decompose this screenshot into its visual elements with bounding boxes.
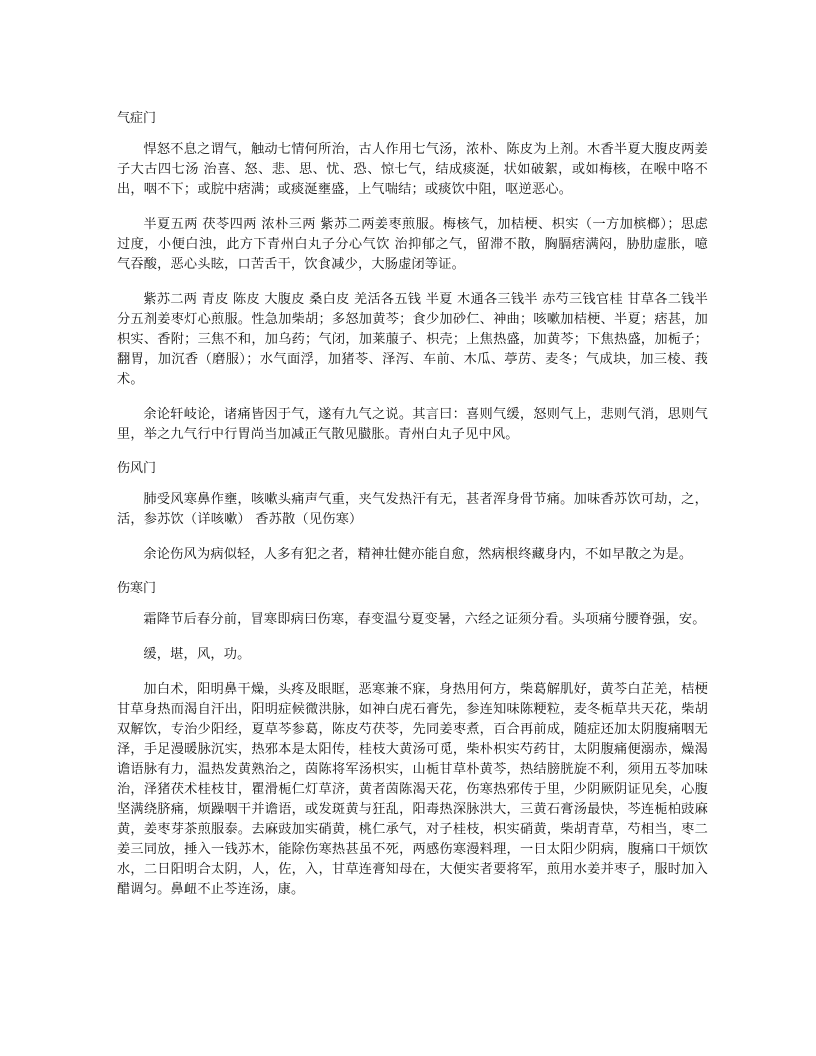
section-heading: 气症门 bbox=[117, 111, 157, 126]
section-heading: 伤风门 bbox=[117, 461, 157, 476]
paragraph: 肺受风寒鼻作壅，咳嗽头痛声气重，夹气发热汗有无，甚者浑身骨节痛。加味香苏饮可劫，之，活，参苏饮（详咳嗽） 香苏散（见伤寒） bbox=[117, 492, 708, 527]
paragraph: 缓，堪，风，功。 bbox=[143, 647, 251, 662]
paragraph: 余论伤风为病似轻，人多有犯之者，精神壮健亦能自愈，然病根终藏身内，不如早散之为是。 bbox=[143, 547, 693, 562]
section-shang-han bbox=[117, 580, 708, 900]
paragraph: 半夏五两 茯苓四两 浓朴三两 紫苏二两姜枣煎服。梅核气，加桔梗、枳实（一方加槟榔）；思虑过度，小便白浊，此方下青州白丸子分心气饮 治抑郁之气，留滞不散，胸膈痞满闷，胁肋虚胀，噫气吞酸，恶心头眩，口苦舌干，饮食减少，大肠虚闭等证。 bbox=[117, 217, 708, 272]
section-heading: 伤寒门 bbox=[117, 581, 157, 596]
paragraph: 悍怒不息之谓气，触动七情何所治，古人作用七气汤，浓朴、陈皮为上剂。木香半夏大腹皮两姜子大古四七汤 治喜、怒、悲、思、忧、恐、惊七气，结成痰涎，状如破絮，或如梅核，在喉中咯不出，咽不下；或脘中痞满；或痰涎壅盛，上气喘结；或痰饮中阻，呕逆恶心。 bbox=[117, 142, 708, 197]
paragraph: 紫苏二两 青皮 陈皮 大腹皮 桑白皮 羌活各五钱 半夏 木通各三钱半 赤芍三钱官桂 甘草各二钱半分五剂姜枣灯心煎服。性急加柴胡；多怒加黄芩；食少加砂仁、神曲；咳嗽加桔梗、半夏；痞甚，加枳实、香附；三焦不和，加乌药；气闭，加莱菔子、枳壳；上焦热盛，加黄芩；下焦热盛，加栀子；翻胃，加沉香（磨服）；水气面浮，加猪苓、泽泻、车前、木瓜、葶苈、麦冬；气成块，加三棱、莪术。 bbox=[117, 292, 708, 387]
paragraph: 加白术，阳明鼻干燥，头疼及眼眶，恶寒兼不寐，身热用何方，柴葛解肌好，黄芩白芷羌，桔梗甘草身热而渴自汗出，阳明症候微洪脉，如神白虎石膏先，参连知味陈粳粒，麦冬栀草共天花，柴胡双解饮，专治少阳经，夏草芩参葛，陈皮芍茯苓，先同姜枣煮，百合再前成，随症还加太阴腹痛咽无泽，手足漫暖脉沉实，热邪本是太阳传，桂枝大黄汤可觅，柴朴枳实芍药甘，太阴腹痛便溺赤，燥渴谵语脉有力，温热发黄熟治之，茵陈将军汤枳实，山栀甘草朴黄芩，热结膀胱旋不利，须用五苓加味治，泽猪茯术桂枝甘，瞿滑栀仁灯草济，黄者茵陈渴天花，伤寒热邪传于里，少阴厥阴证见矣，心腹坚满绕脐痛，烦躁咽干并谵语，或发斑黄与狂乱，阳毒热深脉洪大，三黄石膏汤最快，芩连栀柏豉麻黄，姜枣芽茶煎服泰。去麻豉加实硝黄，桃仁承气，对子桂枝，枳实硝黄，柴胡青草，芍相当，枣二姜三同放，捶入一钱苏木，能除伤寒热甚虽不死，两感伤寒漫料理，一日太阳少阴病，腹痛口干烦饮水，二日阳明合太阴，人，佐，入，甘草连膏知母在，大便实者要将军，煎用水姜并枣子，服时加入醋调匀。鼻衄不止芩连汤，康。 bbox=[117, 682, 708, 897]
section-shang-feng bbox=[117, 460, 708, 565]
paragraph: 霜降节后春分前，冒寒即病曰伤寒，春变温兮夏变暑，六经之证须分看。头项痛兮腰脊强，安。 bbox=[143, 612, 706, 627]
paragraph: 余论轩岐论，诸痛皆因于气，遂有九气之说。其言曰：喜则气缓，怒则气上，悲则气消，思则气里，举之九气行中行胃尚当加减正气散见臌胀。青州白丸子见中风。 bbox=[117, 407, 708, 442]
section-qi-zheng bbox=[117, 110, 708, 445]
